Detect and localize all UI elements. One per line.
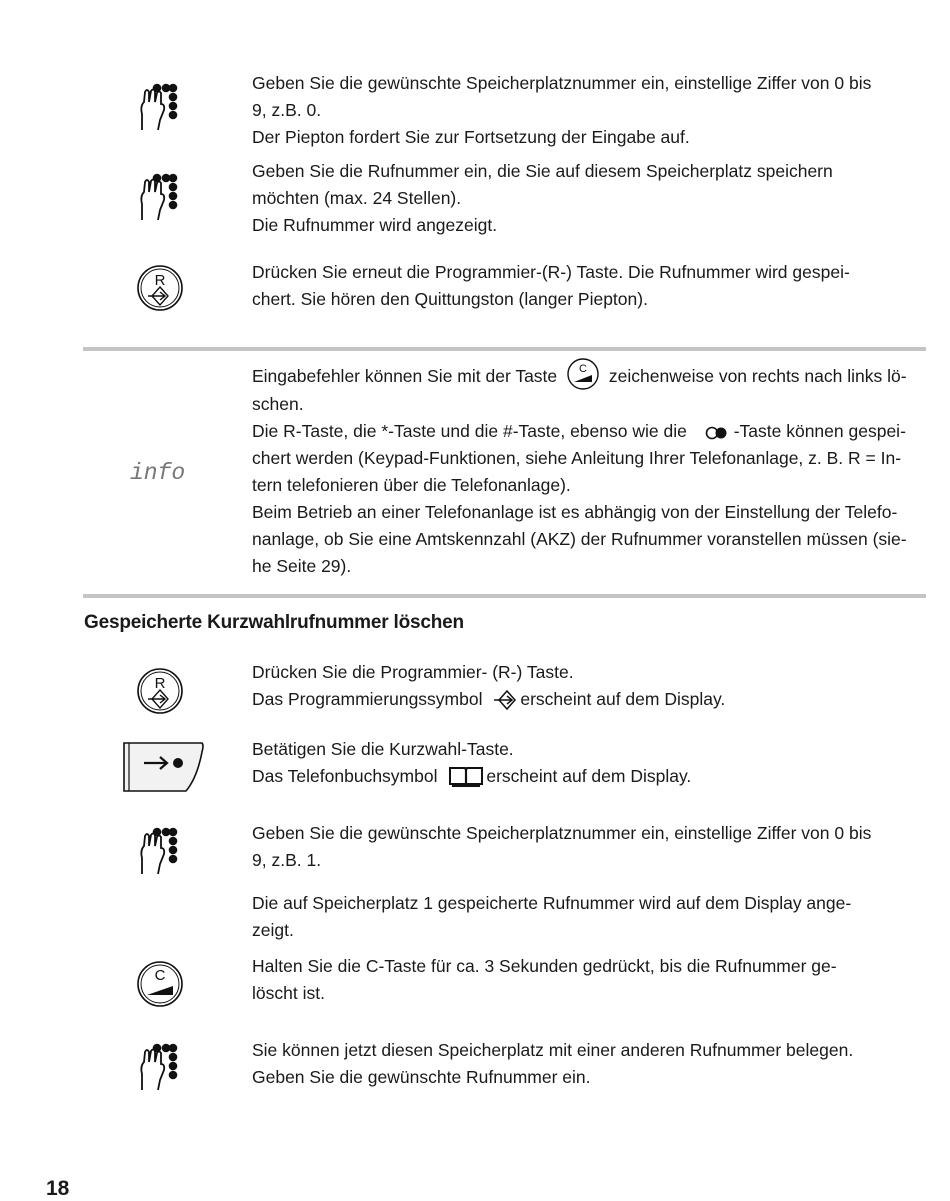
c-key-icon [136, 960, 184, 1008]
keypad-icon [138, 1042, 180, 1092]
step-number-shown: Die auf Speicherplatz 1 gespeicherte Rufnummer wird auf dem Display ange- zeigt. [252, 893, 852, 940]
info-top-rule [83, 347, 926, 351]
step-enter-memory-slot: Geben Sie die gewünschte Speicherplatznummer ein, einstellige Ziffer von 0 bis 9, z.B. 0. Der Piepton fordert Sie zur Fortsetzung der Eingabe auf. [252, 73, 872, 147]
c-key-icon [566, 357, 600, 391]
speed-dial-key-icon [120, 740, 206, 794]
step-assign-new-number: Sie können jetzt diesen Speicherplatz mit einer anderen Rufnummer belegen. Geben Sie die gewünschte Rufnummer ein. [252, 1040, 854, 1087]
keypad-icon [138, 826, 180, 876]
info-bottom-rule [83, 594, 926, 598]
info-label: info [130, 460, 186, 486]
keypad-icon [138, 172, 180, 222]
step-speed-dial: Betätigen Sie die Kurzwahl-Taste. Das Telefonbuchsymbol erscheint auf dem Display. [252, 739, 692, 786]
page-number: 18 [46, 1177, 70, 1200]
svg-text:R: R [154, 675, 166, 692]
step-enter-number: Geben Sie die Rufnummer ein, die Sie auf diesem Speicherplatz speichern möchten (max. 24 Stellen). Die Rufnummer wird angezeigt. [252, 161, 833, 235]
flash-key-icon [700, 425, 734, 441]
svg-text:C: C [579, 363, 588, 376]
step-press-r-again: Drücken Sie erneut die Programmier-(R-) Taste. Die Rufnummer wird gespei- chert. Sie hören den Quittungston (langer Piepton). [252, 262, 850, 309]
programming-symbol-icon [493, 689, 519, 711]
r-key-icon [136, 264, 184, 312]
keypad-icon [138, 82, 180, 132]
step-press-r: Drücken Sie die Programmier- (R-) Taste. Das Programmierungssymbol erscheint auf dem Display. [252, 659, 928, 713]
step-enter-slot-1: Geben Sie die gewünschte Speicherplatznummer ein, einstellige Ziffer von 0 bis 9, z.B. 1. [252, 823, 872, 870]
info-text: Eingabefehler können Sie mit der Taste C zeichenweise von rechts nach links lö- schen. Die R-Taste, die *-Taste und die #-Taste, ebenso wie die -Taste können gespei- chert werden (Keypad-Funktionen, siehe Anleitung Ihrer Telefonanlage, z. B. R = In- tern telefonieren über die Telefonanlage). Beim Betrieb an einer Telefonanlage ist es abhängig von der Einstellung der Telefo- nanlage, ob Sie eine Amtskennzahl (AKZ) der Rufnummer voranstellen müssen (sie- he Seite 29). [252, 363, 928, 580]
r-key-label: R [154, 272, 166, 289]
svg-text:C: C [154, 967, 166, 984]
r-key-icon [136, 667, 184, 715]
section-heading: Gespeicherte Kurzwahlrufnummer löschen [84, 612, 464, 633]
phonebook-icon [448, 765, 484, 787]
step-hold-c: Halten Sie die C-Taste für ca. 3 Sekunden gedrückt, bis die Rufnummer ge- löscht ist. [252, 956, 837, 1003]
